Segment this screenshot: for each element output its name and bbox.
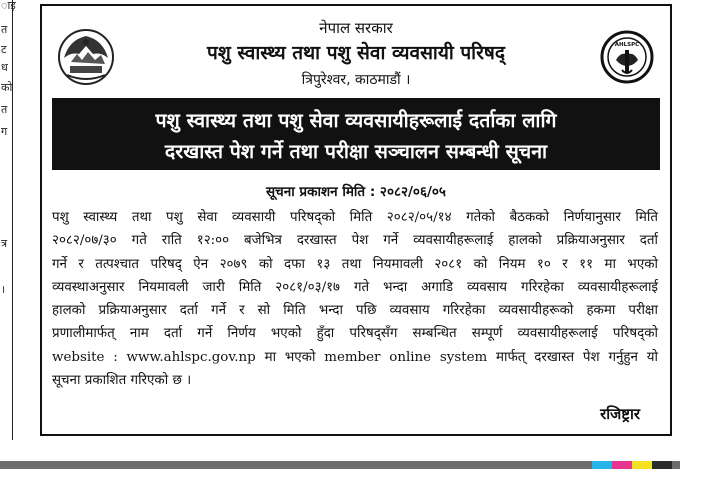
black-registration-mark <box>652 461 672 469</box>
ahlspc-logo-icon <box>600 30 654 84</box>
body-line: पशु स्वास्थ्य तथा पशु सेवा व्यवसायी परिषद्को मिति २०८२/०५/१४ गतेको बैठकको निर्णयानुसार मिति <box>52 210 658 225</box>
notice-body <box>52 206 658 392</box>
body-line: प्रणालीमार्फत् नाम दर्ता गर्ने निर्णय भएकोे हुँदा परिषद्सँग सम्बन्धित सम्पूर्ण व्यवसायीहरूलाई परिषद्को <box>52 326 658 342</box>
logo-text: AHLSPC <box>614 42 640 48</box>
page-bottom-rule <box>0 461 680 469</box>
body-line: गर्ने र तत्पश्चात परिषद् ऐन २०७९ को दफा १३ तथा नियमावली २०८१ को नियम १० र ११ मा भएको <box>52 256 658 272</box>
magenta-registration-mark <box>612 461 632 469</box>
body-line: सूचना प्रकाशित गरिएको छ । <box>52 373 192 389</box>
fragment-line: ध <box>1 61 8 74</box>
publish-date-label: सूचना प्रकाशन मिति : <box>266 184 376 200</box>
fragment-line: ट <box>1 43 7 56</box>
publish-date <box>42 182 670 200</box>
notice-title-banner <box>52 98 660 170</box>
body-line: हालको प्रक्रियाअनुसार दर्ता गर्ने र सो मिति भन्दा पछि व्यवसाय गरिरहेका व्यवसायीहरूको हकमा परीक्षा <box>52 303 658 319</box>
body-line: व्यवस्थाअनुसार नियमावली जारी मिति २०८१/०३/१७ गते भन्दा अगाडि व्यवसाय गरिरहेका व्यवसायीहरूलाई <box>52 279 658 295</box>
body-line: website : www.ahlspc.gov.np मा भएको member online system मार्फत् दरखास्त पेश गर्नुहुन यो <box>52 349 658 365</box>
government-name: नेपाल सरकार <box>319 19 393 37</box>
yellow-registration-mark <box>632 461 652 469</box>
public-notice <box>40 4 672 436</box>
publish-date-value: २०८२/०६/०५ <box>375 184 446 200</box>
council-name: पशु स्वास्थ्य तथा पशु सेवा व्यवसायी परिषद् <box>207 42 505 64</box>
banner-line-2: दरखास्त पेश गर्ने तथा परीक्षा सञ्चालन सम्बन्धी सूचना <box>164 140 548 163</box>
council-location: त्रिपुरेश्वर, काठमाडौं । <box>301 72 411 88</box>
fragment-line: ाइ <box>1 0 16 12</box>
fragment-line: । <box>1 283 6 296</box>
fragment-line: त <box>1 103 8 116</box>
fragment-line: त्र <box>1 237 8 250</box>
fragment-line: त <box>1 23 8 36</box>
body-line: २०८२/०७/३० गते राति १२:०० बजेभित्र दरखास्त पेश गर्ने व्यवसायीहरूलाई हालको प्रक्रियाअनुसार दर्ता <box>52 233 658 249</box>
signature-registrar: रजिष्ट्रार <box>600 405 640 423</box>
cyan-registration-mark <box>592 461 612 469</box>
banner-line-1: पशु स्वास्थ्य तथा पशु सेवा व्यवसायीहरूलाई दर्ताका लागि <box>155 109 557 132</box>
fragment-line: ग <box>1 125 8 138</box>
adjacent-column-fragment <box>0 0 16 440</box>
fragment-line: को <box>1 81 13 94</box>
